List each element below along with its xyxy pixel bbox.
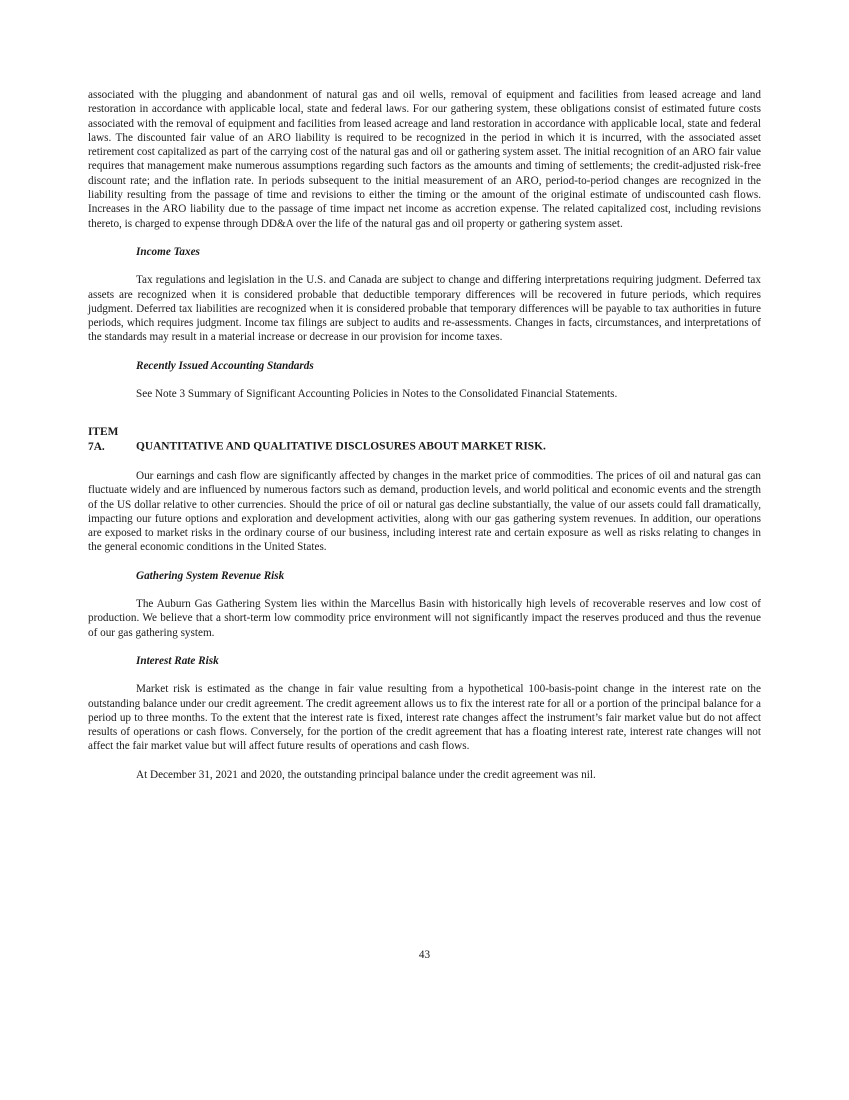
gathering-risk-paragraph: The Auburn Gas Gathering System lies within the Marcellus Basin with historically high levels of recoverable reserves and low cost of production. We believe that a short-term low commodity price environment will not significantly impact the reserves produced and thus the revenue of our gas gathering system. xyxy=(88,598,761,639)
page-number: 43 xyxy=(418,949,431,961)
interest-rate-risk-paragraph: Market risk is estimated as the change in fair value resulting from a hypothetical 100-basis-point change in the interest rate on the outstanding balance under our credit agreement. The credit agreement allows us to fix the interest rate for all or a portion of the principal balance for a period up to three months. To the extent that the interest rate is fixed, interest rate changes affect the instrument’s fair market value but do not affect results of operations or cash flows. Conversely, for the portion of the credit agreement that has a floating interest rate, interest rate changes will not affect the fair market value but will affect future results of operations and cash flows. xyxy=(88,683,761,753)
principal-balance-paragraph: At December 31, 2021 and 2020, the outstanding principal balance under the credit agreement was nil. xyxy=(136,768,596,781)
accounting-standards-heading: Recently Issued Accounting Standards xyxy=(136,359,314,372)
item-7a-heading xyxy=(88,425,761,454)
aro-paragraph: associated with the plugging and abandonment of natural gas and oil wells, removal of equipment and facilities from leased acreage and land restoration in accordance with applicable local, state and federal laws. For our gathering system, these obligations consist of estimated future costs associated with the removal of equipment and facilities from leased acreage and land restoration in accordance with applicable local, state and federal laws. The discounted fair value of an ARO liability is required to be recognized in the period in which it is incurred, with the associated asset retirement cost capitalized as part of the carrying cost of the natural gas and oil or gathering system asset. The initial recognition of an ARO fair value requires that management make numerous assumptions regarding such factors as the amounts and timing of settlements; the credit-adjusted risk-free discount rate; and the inflation rate. In periods subsequent to the initial measurement of an ARO, period-to-period changes are recognized in the liability resulting from the passage of time and revisions to either the timing or the amount of the original estimate of undiscounted cash flows. Increases in the ARO liability due to the passage of time impact net income as accretion expense. The related capitalized cost, including revisions thereto, is charged to expense through DD&A over the life of the natural gas and oil property or gathering system asset. xyxy=(88,89,761,230)
income-taxes-heading: Income Taxes xyxy=(136,245,200,258)
document-page xyxy=(88,88,761,782)
income-taxes-paragraph: Tax regulations and legislation in the U.S. and Canada are subject to change and differing interpretations requiring judgment. Deferred tax assets are recognized when it is considered probable that deductible temporary differences will be recovered in future periods, which requires judgment. Deferred tax liabilities are recognized when it is considered probable that temporary differences will be payable to tax authorities in future periods, which requires judgment. Income tax filings are subject to audits and re-assessments. Changes in facts, circumstances, and interpretations of the standards may result in a material increase or decrease in our provision for income taxes. xyxy=(88,274,761,344)
accounting-standards-paragraph: See Note 3 Summary of Significant Accounting Policies in Notes to the Consolidated Financial Statements. xyxy=(136,388,618,401)
interest-rate-risk-heading: Interest Rate Risk xyxy=(136,654,219,667)
item-7a-title: QUANTITATIVE AND QUALITATIVE DISCLOSURES ABOUT MARKET RISK. xyxy=(136,440,546,453)
item-7a-number: ITEM 7A. xyxy=(88,426,119,453)
gathering-risk-heading: Gathering System Revenue Risk xyxy=(136,569,285,582)
market-risk-paragraph: Our earnings and cash flow are significantly affected by changes in the market price of commodities. The prices of oil and natural gas can fluctuate widely and are influenced by numerous factors such as demand, production levels, and world political and economic events and the strength of the US dollar relative to other currencies. Should the price of oil or natural gas decline substantially, the value of our assets could fall dramatically, impacting our future options and exploration and development activities, along with our gas gathering system revenues. In addition, our operations are exposed to market risks in the ordinary course of our business, including interest rate and certain exposure as well as risks relating to changes in the general economic conditions in the United States. xyxy=(88,469,761,554)
